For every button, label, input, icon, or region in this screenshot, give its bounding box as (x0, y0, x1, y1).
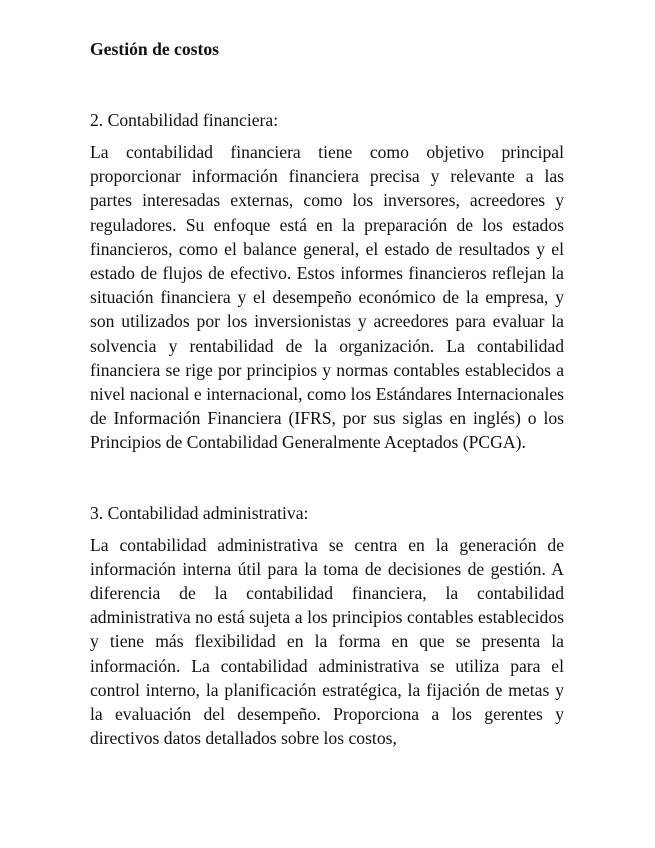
section-contabilidad-financiera (90, 108, 564, 455)
document-title: Gestión de costos (90, 39, 220, 59)
section-paragraph: La contabilidad administrativa se centra en la generación de información interna útil para la toma de decisiones de gestión. A diferencia de la contabilidad financiera, la contabilidad administrativa no está sujeta a los principios contables establecidos y tiene más flexibilidad en la forma en que se presenta la información. La contabilidad administrativa se utiliza para el control interno, la planificación estratégica, la fijación de metas y la evaluación del desempeño. Proporciona a los gerentes y directivos datos detallados sobre los costos, (90, 534, 564, 749)
section-heading: 2. Contabilidad financiera: (90, 110, 279, 130)
section-contabilidad-administrativa (90, 501, 564, 751)
document-page (90, 36, 564, 750)
section-heading: 3. Contabilidad administrativa: (90, 502, 309, 523)
section-paragraph: La contabilidad financiera tiene como objetivo principal proporcionar información financiera precisa y relevante a las partes interesadas externas, como los inversores, acreedores y reguladores. Su enfoque está en la preparación de los estados financieros, como el balance general, el estado de resultados y el estado de flujos de efectivo. Estos informes financieros reflejan la situación financiera y el desempeño económico de la empresa, y son utilizados por los inversionistas y acreedores para evaluar la solvencia y rentabilidad de la organización. La contabilidad financiera se rige por principios y normas contables establecidos a nivel nacional e internacional, como los Estándares Internacionales de Información Financiera (IFRS, por sus siglas en inglés) o los Principios de Contabilidad Generalmente Aceptados (PCGA). (90, 142, 564, 453)
